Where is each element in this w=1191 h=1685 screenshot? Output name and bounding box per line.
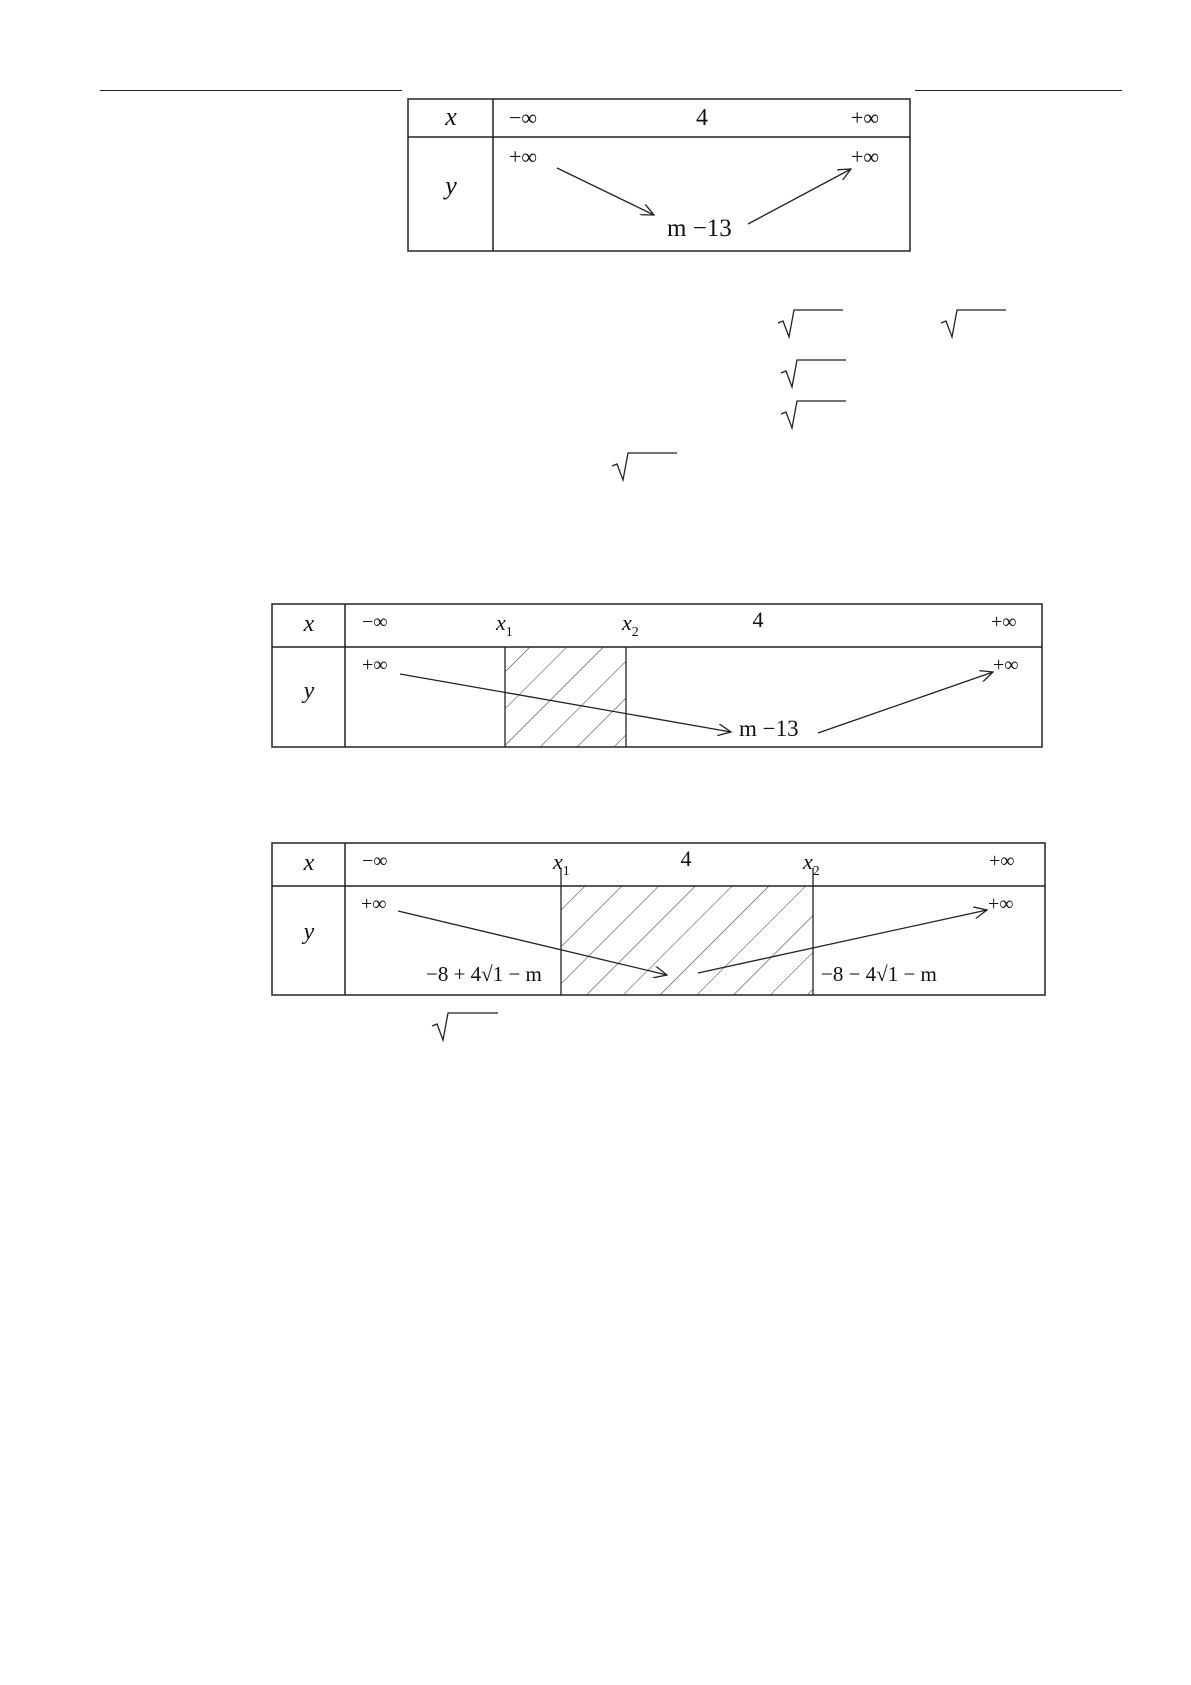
- row-label-y: y: [445, 171, 457, 200]
- x-pos-infinity: +∞: [991, 611, 1017, 633]
- x-root-2: $x_2$: [622, 610, 639, 640]
- table-border: [408, 99, 910, 251]
- variation-table-3: [272, 843, 1045, 995]
- y-right-infinity: +∞: [988, 893, 1014, 915]
- x-root-1: $x_1$: [496, 610, 513, 640]
- increasing-arrow: [818, 672, 993, 733]
- sqrt-symbol: [612, 453, 677, 480]
- x-neg-infinity: −∞: [362, 611, 388, 633]
- hatched-excluded-region: [561, 886, 813, 995]
- row-label-x: x: [445, 102, 457, 131]
- y-right-infinity: +∞: [851, 144, 880, 169]
- value-at-x1: −8 + 4√1 − m: [426, 962, 542, 986]
- y-right-infinity: +∞: [993, 654, 1019, 676]
- x-root-2: $x_2$: [803, 849, 820, 879]
- value-at-x2: −8 − 4√1 − m: [821, 962, 937, 986]
- increasing-arrow: [748, 169, 851, 224]
- row-label-x: x: [303, 850, 315, 876]
- y-left-infinity: +∞: [509, 144, 538, 169]
- x-neg-infinity: −∞: [362, 850, 388, 872]
- sqrt-symbol: [432, 1013, 498, 1040]
- x-neg-infinity: −∞: [509, 105, 538, 130]
- sqrt-symbol: [778, 310, 843, 337]
- sqrt-symbol: [941, 310, 1006, 337]
- sqrt-symbol: [781, 360, 846, 387]
- y-minimum-value: m −13: [667, 215, 732, 242]
- variation-table-1: [408, 99, 910, 251]
- y-minimum-value: m −13: [739, 716, 799, 741]
- row-label-y: y: [303, 678, 315, 704]
- x-pos-infinity: +∞: [989, 850, 1015, 872]
- x-critical-4: 4: [680, 846, 692, 871]
- x-critical-4: 4: [752, 607, 764, 632]
- variation-table-2: [272, 604, 1042, 747]
- sqrt-symbol: [781, 401, 846, 428]
- x-critical-4: 4: [696, 105, 708, 131]
- hatched-excluded-region: [505, 647, 626, 747]
- row-label-y: y: [303, 919, 315, 945]
- y-left-infinity: +∞: [362, 654, 388, 676]
- x-pos-infinity: +∞: [851, 105, 880, 130]
- x-root-1: $x_1$: [553, 849, 570, 879]
- y-left-infinity: +∞: [361, 893, 387, 915]
- row-label-x: x: [303, 611, 315, 637]
- decreasing-arrow: [557, 168, 654, 215]
